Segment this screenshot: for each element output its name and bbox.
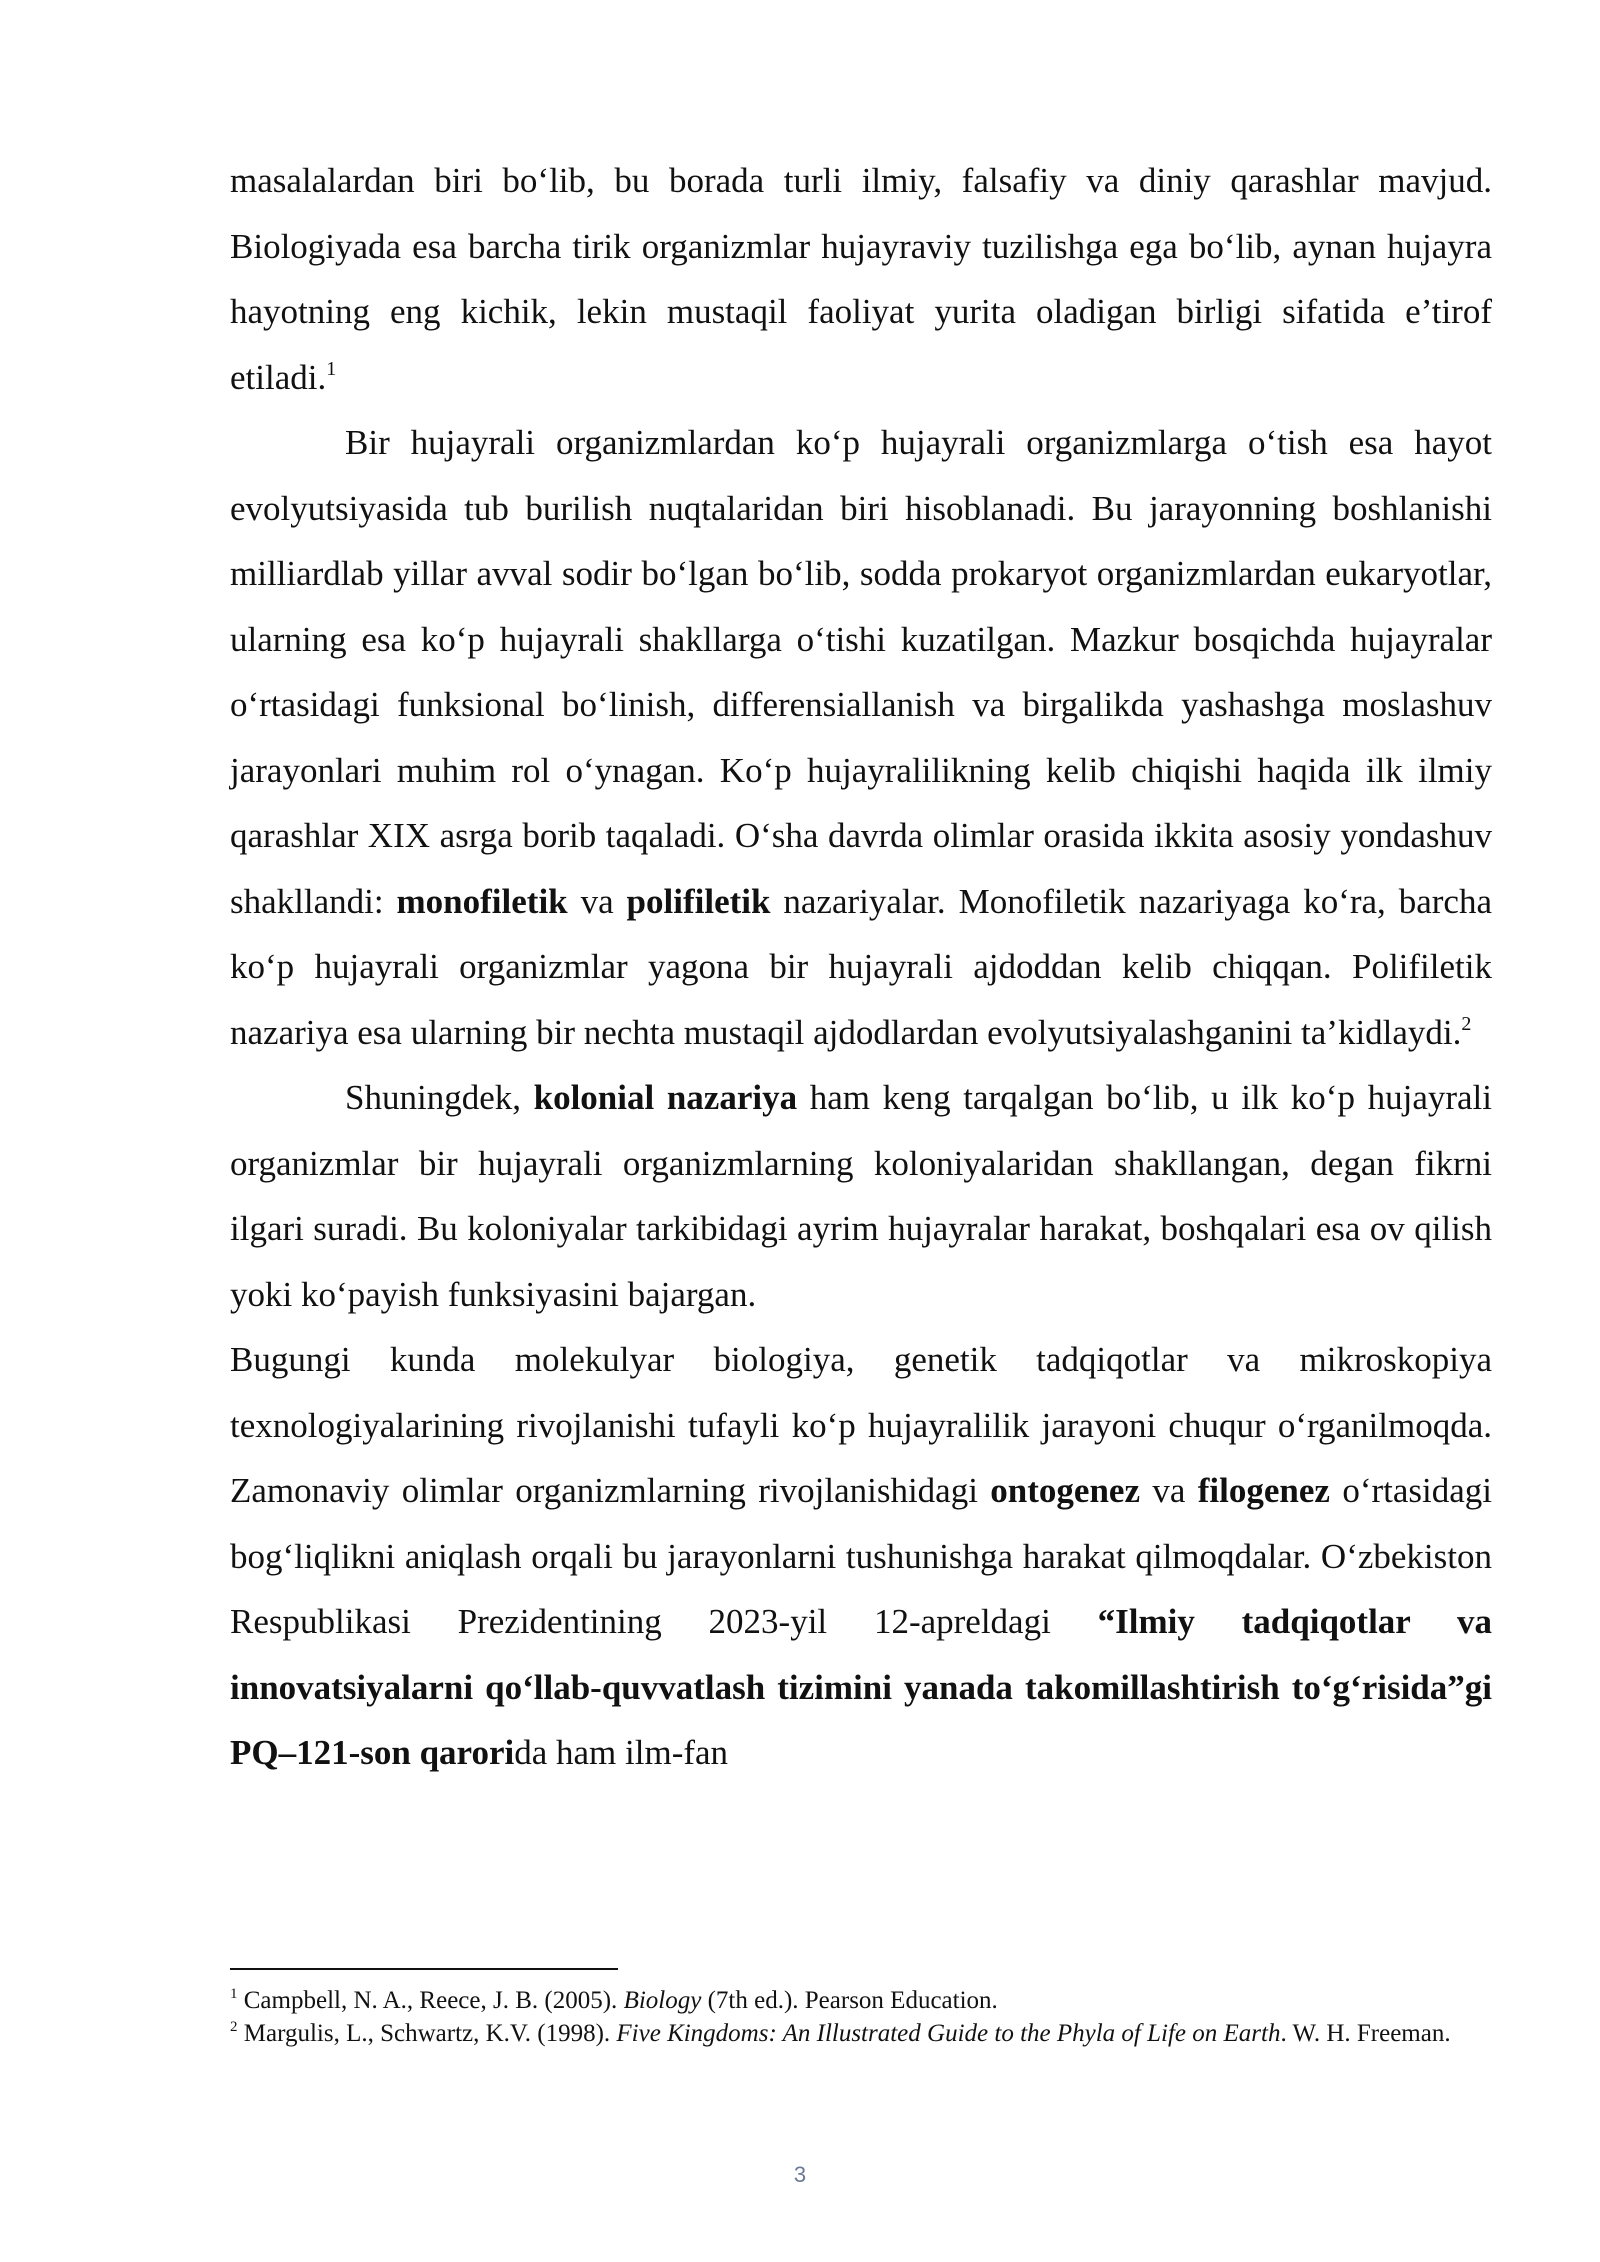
- bold-term: ontogenez: [990, 1471, 1140, 1510]
- text-run: Margulis, L., Schwartz, K.V. (1998).: [237, 2020, 617, 2047]
- bold-term: monofiletik: [396, 881, 568, 921]
- text-run: Bir hujayrali organizmlardan ko‘p hujayrali organizmlarga o‘tish esa hayot evolyutsiyasida tub burilish nuqtalaridan biri hisoblanadi. Bu jarayonning boshlanishi milliardlab yillar avval sodir bo‘lgan bo‘lib, sodda prokaryot organizmlardan eukaryotlar, ularning esa ko‘p hujayrali shakllarga o‘tishi kuzatilgan. Mazkur bosqichda hujayralar o‘rtasidagi funksional bo‘linish, differensiallanish va birgalikda yashashga moslashuv jarayonlari muhim rol o‘ynagan. Ko‘p hujayralilikning kelib chiqishi haqida ilk ilmiy qarashlar XIX asrga borib taqaladi. O‘sha davrda olimlar orasida ikkita asosiy yondashuv shakllandi:: [230, 423, 1492, 921]
- text-run: va: [567, 881, 627, 921]
- italic-title: Biology: [623, 1987, 702, 2014]
- bold-term: kolonial nazariya: [533, 1078, 798, 1117]
- text-run: da ham ilm-fan: [514, 1733, 729, 1772]
- paragraph: [230, 148, 1492, 410]
- footnote-reference: 1: [230, 1986, 238, 2002]
- footnote-reference: 2: [230, 2019, 238, 2035]
- text-run: . W. H. Freeman.: [1280, 2020, 1451, 2047]
- paragraph: [230, 410, 1492, 1065]
- text-run: (7th ed.). Pearson Education.: [701, 1987, 998, 2014]
- paragraph: [230, 1327, 1492, 1786]
- document-page: [230, 148, 1492, 1786]
- footnotes-section: [230, 1968, 1492, 2050]
- italic-title: Five Kingdoms: An Illustrated Guide to the Phyla of Life on Earth: [616, 2020, 1281, 2047]
- text-run: Bugungi kunda molekulyar biologiya, genetik tadqiqotlar va mikroskopiya texnologiyalarining rivojlanishi tufayli ko‘p hujayralilik jarayoni chuqur o‘rganilmoqda. Zamonaviy olimlar organizmlarning rivojlanishidagi: [230, 1340, 1492, 1510]
- bold-term: filogenez: [1197, 1471, 1330, 1510]
- text-run: masalalardan biri bo‘lib, bu borada turli ilmiy, falsafiy va diniy qarashlar mavjud. Biologiyada esa barcha tirik organizmlar hujayraviy tuzilishga ega bo‘lib, aynan hujayra hayotning eng kichik, lekin mustaqil faoliyat yurita oladigan birligi sifatida e’tirof etiladi.: [230, 161, 1492, 397]
- footnote: [230, 2017, 1492, 2050]
- text-run: ham keng tarqalgan bo‘lib, u ilk ko‘p hujayrali organizmlar bir hujayrali organizmlarning koloniyalaridan shakllangan, degan fikrni ilgari suradi. Bu koloniyalar tarkibidagi ayrim hujayralar harakat, boshqalari esa ov qilish yoki ko‘payish funksiyasini bajargan.: [230, 1078, 1492, 1314]
- body-text: [230, 148, 1492, 1786]
- text-run: o‘rtasidagi bog‘liqlikni aniqlash orqali bu jarayonlarni tushunishga harakat qilmoqdalar. O‘zbekiston Respublikasi Prezidentining 2023-yil 12-apreldagi: [230, 1471, 1492, 1641]
- bold-term: “Ilmiy tadqiqotlar va innovatsiyalarni qo‘llab-quvvatlash tizimini yanada takomillashtirish to‘g‘risida”gi PQ–121-son qarori: [230, 1602, 1493, 1772]
- footnote: [230, 1984, 1492, 2017]
- footnote-reference: 2: [1461, 1012, 1472, 1035]
- text-run: va: [1140, 1471, 1198, 1510]
- text-run: Shuningdek,: [345, 1078, 534, 1117]
- footnote-list: [230, 1984, 1492, 2050]
- text-run: Campbell, N. A., Reece, J. B. (2005).: [237, 1987, 624, 2014]
- bold-term: polifiletik: [626, 881, 771, 921]
- page-number: 3: [793, 2162, 807, 2187]
- paragraph: [230, 1065, 1492, 1327]
- footnote-reference: 1: [326, 357, 337, 380]
- text-run: nazariyalar. Monofiletik nazariyaga ko‘ra, barcha ko‘p hujayrali organizmlar yagona bir hujayrali ajdoddan kelib chiqqan. Polifiletik nazariya esa ularning bir nechta mustaqil ajdodlardan evolyutsiyalashganini ta’kidlaydi.: [230, 881, 1492, 1052]
- footnote-separator: [230, 1968, 618, 1970]
